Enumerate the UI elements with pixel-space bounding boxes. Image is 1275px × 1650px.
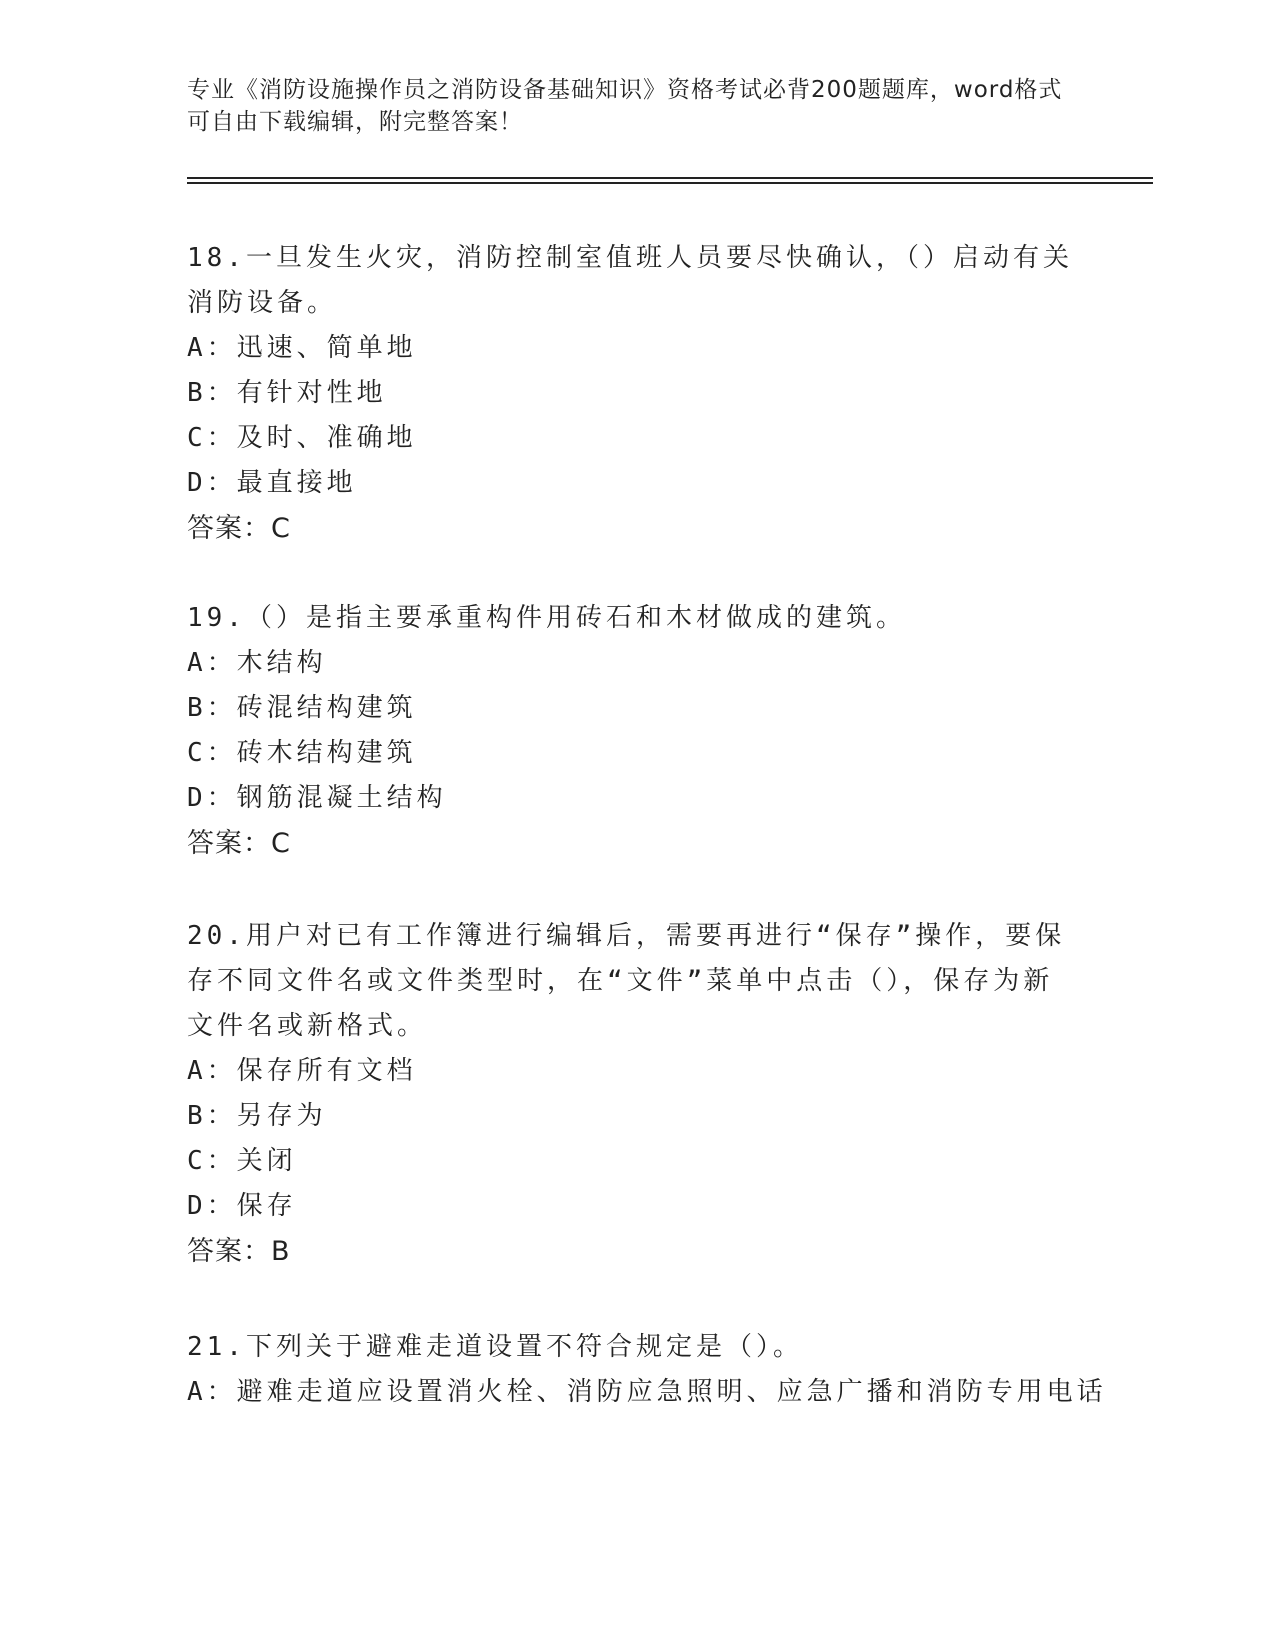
answer-line: 答案：C (187, 828, 291, 859)
answer-line: 答案：B (187, 1236, 291, 1267)
option-c: C：及时、准确地 (187, 423, 417, 453)
question-18 (187, 236, 1077, 551)
question-stem: 18.一旦发生火灾，消防控制室值班人员要尽快确认，（）启动有关消防设备。 (187, 243, 1073, 318)
question-20 (187, 914, 1077, 1274)
option-b: B：另存为 (187, 1101, 327, 1131)
option-d: D：保存 (187, 1191, 297, 1221)
option-c: C：关闭 (187, 1146, 297, 1176)
answer-line: 答案：C (187, 513, 291, 544)
document-header: 专业《消防设施操作员之消防设备基础知识》资格考试必背200题题库，word格式可自由下载编辑，附完整答案！ (187, 77, 1063, 135)
option-a: A：避难走道应设置消火栓、消防应急照明、应急广播和消防专用电话 (187, 1377, 1107, 1407)
option-d: D：钢筋混凝土结构 (187, 783, 447, 813)
option-b: B：有针对性地 (187, 378, 387, 408)
option-b: B：砖混结构建筑 (187, 693, 417, 723)
question-19 (187, 596, 1077, 866)
question-21 (187, 1325, 1107, 1415)
header-divider-top (187, 177, 1153, 179)
option-a: A：木结构 (187, 648, 327, 678)
option-c: C：砖木结构建筑 (187, 738, 417, 768)
question-stem: 20.用户对已有工作簿进行编辑后，需要再进行“保存”操作，要保存不同文件名或文件类型时，在“文件”菜单中点击（），保存为新文件名或新格式。 (187, 921, 1066, 1041)
option-d: D：最直接地 (187, 468, 357, 498)
option-a: A：迅速、简单地 (187, 333, 417, 363)
option-a: A：保存所有文档 (187, 1056, 417, 1086)
question-stem: 19.（）是指主要承重构件用砖石和木材做成的建筑。 (187, 603, 906, 633)
question-stem: 21.下列关于避难走道设置不符合规定是（）。 (187, 1332, 803, 1362)
header-divider-bottom (187, 182, 1153, 184)
